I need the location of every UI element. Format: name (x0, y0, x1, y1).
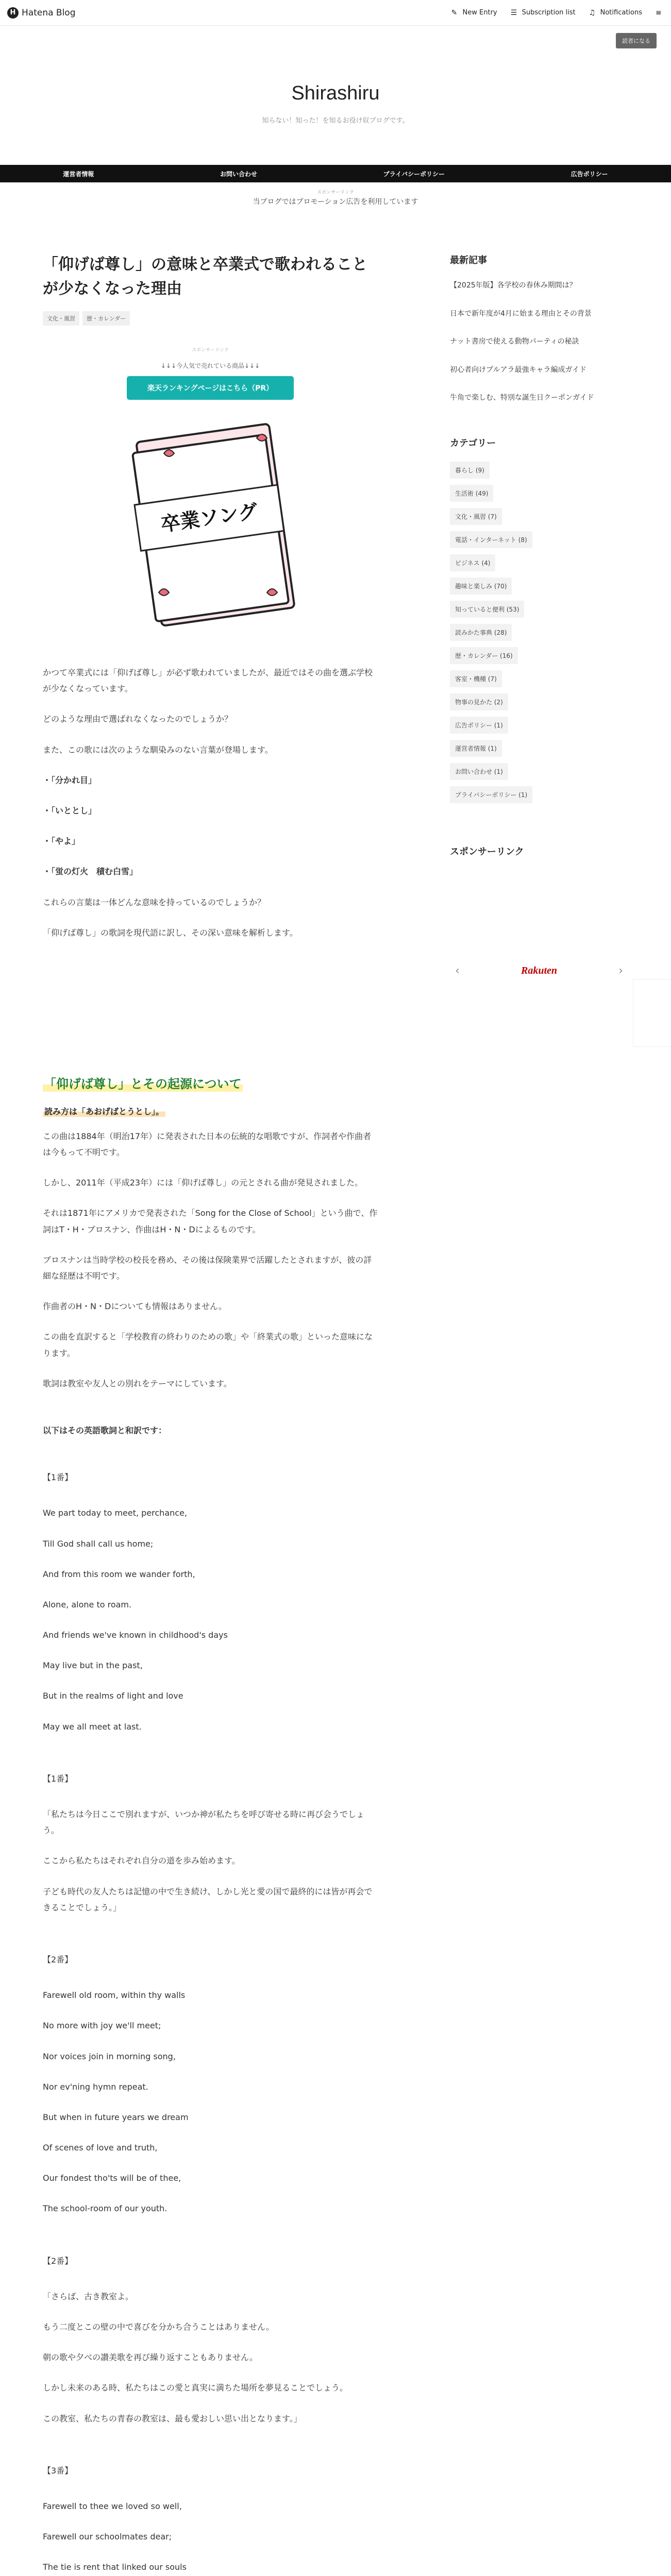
ranking-button[interactable]: 楽天ランキングページはこちら（PR） (127, 376, 294, 400)
brand-name: Hatena Blog (22, 7, 76, 18)
gnav-contact[interactable]: お問い合わせ (220, 170, 257, 178)
category-item[interactable]: ビジネス (4) (450, 554, 495, 571)
lyric-line: Our fondest tho'ts will be of thee, (43, 2173, 181, 2183)
article-body (43, 665, 378, 2576)
verse-label: 【2番】 (43, 2256, 73, 2266)
bell-icon: ♫ (589, 8, 596, 17)
category-item[interactable]: 物事の見かた (2) (450, 693, 508, 710)
translation-line: 「さらば、古き教室よ。 (43, 2291, 134, 2301)
new-entry-link[interactable] (451, 9, 497, 17)
top-nav (451, 9, 664, 17)
translation-line: 子ども時代の友人たちは記憶の中で生き続け、しかし光と愛の国で最終的には皆が再会できることでしょう。」 (43, 1886, 373, 1912)
lyric-line: But in the realms of light and love (43, 1691, 183, 1701)
rakuten-logo[interactable]: Rakuten (521, 965, 558, 977)
promo-notice (0, 182, 671, 207)
category-item[interactable]: 歴・カレンダー (16) (450, 647, 518, 664)
lyric-line: No more with joy we'll meet; (43, 2021, 161, 2031)
article-title[interactable]: 「仰げば尊し」の意味と卒業式で歌われることが少なくなった理由 (43, 256, 367, 298)
lyric-line: Till God shall call us home; (43, 1538, 154, 1549)
ad-label: スポンサーリンク (192, 348, 229, 353)
content-wrapper (43, 207, 628, 2576)
recent-item[interactable]: 【2025年版】各学校の春休み期間は？ (450, 281, 577, 290)
lyrics-intro: 以下はその英語歌詞と和訳です： (43, 1425, 167, 1435)
lyric-line: Farewell our schoolmates dear; (43, 2532, 172, 2542)
hatena-brand[interactable] (7, 7, 76, 19)
phrase-item: ・「やよ」 (43, 836, 80, 846)
recent-item[interactable]: ナット書房で使える動物パーティの秘訣 (450, 337, 579, 346)
recent-item[interactable]: 牛角で楽しむ、特別な誕生日クーポンガイド (450, 394, 594, 402)
notifications-label: Notifications (600, 9, 642, 16)
carousel-prev-icon[interactable]: ‹ (455, 964, 460, 978)
lyric-line: And friends we've known in childhood's days (43, 1630, 228, 1640)
intro-paragraph: また、この歌には次のような馴染みのない言葉が登場します。 (43, 744, 273, 755)
reading-heading: 読み方は「あおげばとうとし」。 (43, 1105, 165, 1117)
translation-line: 朝の歌や夕べの讃美歌を再び繰り返すこともありません。 (43, 2352, 258, 2363)
gnav-privacy[interactable]: プライバシーポリシー (383, 170, 445, 178)
recent-item[interactable]: 日本で新年度が4月に始まる理由とその背景 (450, 309, 592, 318)
blog-header (0, 26, 671, 165)
pencil-icon: ✎ (451, 8, 458, 17)
category-item[interactable]: 客室・機種 (7) (450, 670, 502, 687)
lyric-line: Nor ev'ning hymn repeat. (43, 2081, 148, 2092)
subscription-icon: ☰ (510, 8, 517, 17)
category-item[interactable]: 生活術 (49) (450, 485, 493, 502)
intro-paragraph: どのような理由で選ばれなくなったのでしょうか？ (43, 714, 233, 724)
history-paragraph: この曲を直訳すると「学校教育の終わりのための歌」や「終業式の歌」といった意味になります。 (43, 1332, 373, 1358)
category-item[interactable]: 運営者情報 (1) (450, 740, 502, 757)
lyric-line: Nor voices join in morning song, (43, 2051, 176, 2061)
verse-label: 【1番】 (43, 1773, 73, 1784)
translation-line: もう二度とこの壁の中で喜びを分かち合うことはありません。 (43, 2322, 274, 2332)
category-item[interactable]: 知っていると便利 (53) (450, 601, 524, 618)
tag-calendar[interactable]: 歴・カレンダー (82, 311, 130, 326)
translation-line: ここから私たちはそれぞれ自分の道を歩み始めます。 (43, 1856, 240, 1866)
global-nav (0, 165, 671, 182)
lyric-line: May live but in the past, (43, 1660, 143, 1671)
blog-title[interactable]: Shirashiru (291, 82, 380, 104)
translation-line: しかし未来のある時、私たちはこの愛と真実に満ちた場所を夢見ることでしょう。 (43, 2383, 348, 2393)
history-paragraph: それは1871年にアメリカで発表された「Song for the Close of School」という曲で、作詞はT・H・ブロスナン、作曲はH・N・Dによるものです。 (43, 1208, 378, 1234)
translation-line: 「私たちは今日ここで別れますが、いつか神が私たちを呼び寄せる時に再び会うでしょう。 (43, 1809, 365, 1836)
eyecatch-text: 卒業ソング (159, 500, 259, 536)
category-list (450, 462, 628, 803)
category-item[interactable]: 広告ポリシー (1) (450, 717, 508, 734)
phrase-item: ・「いととし」 (43, 805, 97, 816)
new-entry-label: New Entry (462, 9, 497, 16)
lyric-line: Alone, alone to roam. (43, 1599, 132, 1609)
sidebar (450, 253, 628, 2576)
article-tags (43, 311, 378, 326)
translation-line: この教室、私たちの青春の教室は、最も愛おしい思い出となります。」 (43, 2413, 302, 2424)
history-paragraph: 作曲者のH・N・Dについても情報はありません。 (43, 1301, 227, 1312)
tag-culture[interactable]: 文化・風習 (43, 311, 79, 326)
history-paragraph: ブロスナンは当時学校の校長を務め、その後は保険業界で活躍したとされますが、彼の詳細な経歴は不明です。 (43, 1255, 372, 1281)
verse-label: 【3番】 (43, 2465, 73, 2476)
eyecatch-image (102, 417, 318, 634)
history-paragraph: しかし、2011年（平成23年）には「仰げば尊し」の元とされる曲が発見されました。 (43, 1178, 363, 1188)
lyric-line: The tie is rent that linked our souls (43, 2562, 187, 2572)
lyric-line: Farewell old room, within thy walls (43, 1990, 186, 2001)
history-paragraph: この曲は1884年（明治17年）に発表された日本の伝統的な唱歌ですが、作詞者や作曲者は今もって不明です。 (43, 1131, 372, 1158)
category-item[interactable]: プライバシーポリシー (1) (450, 786, 532, 803)
subscription-label: Subscription list (522, 9, 576, 16)
subscription-link[interactable] (511, 9, 576, 17)
lyric-line: And from this room we wander forth, (43, 1569, 195, 1579)
category-item[interactable]: 電話・インターネット (8) (450, 531, 532, 548)
follow-button[interactable]: 読者になる (616, 33, 657, 48)
category-item[interactable]: 読みかた事典 (28) (450, 624, 512, 641)
recent-list (450, 279, 628, 405)
gnav-ad-policy[interactable]: 広告ポリシー (571, 170, 608, 178)
notifications-link[interactable] (589, 9, 642, 17)
category-item[interactable]: お問い合わせ (1) (450, 763, 508, 780)
verse-label: 【2番】 (43, 1954, 73, 1964)
category-item[interactable]: 趣味と楽しみ (70) (450, 578, 512, 595)
lyric-line: But when in future years we dream (43, 2112, 189, 2122)
article (43, 253, 378, 2576)
outro-paragraph: 「仰げば尊し」の歌詞を現代語に訳し、その深い意味を解析します。 (43, 927, 298, 938)
lyric-line: Farewell to thee we loved so well, (43, 2501, 182, 2511)
lyric-line: May we all meet at last. (43, 1721, 142, 1732)
phrase-item: ・「蛍の灯火 積む白雪」 (43, 867, 138, 877)
hatena-logo-icon: H (7, 7, 19, 19)
recent-item[interactable]: 初心者向けプルアラ最強キャラ編成ガイド (450, 365, 587, 374)
lyric-line: The school-room of our youth. (43, 2204, 167, 2214)
rakuten-ad-carousel[interactable] (450, 961, 628, 981)
carousel-next-icon[interactable]: › (618, 964, 623, 978)
ranking-line: ↓↓↓今人気で売れている商品↓↓↓ (160, 362, 260, 369)
category-item[interactable]: 文化・風習 (7) (450, 508, 502, 525)
verse-label: 【1番】 (43, 1472, 73, 1483)
sponsor-title: スポンサーリンク (450, 846, 524, 857)
categories-title: カテゴリー (450, 437, 496, 449)
promo-text: 当ブログではプロモーション広告を利用しています (253, 198, 418, 206)
history-paragraph: 歌詞は教室や友人との別れをテーマにしています。 (43, 1378, 232, 1388)
phrase-item: ・「分かれ目」 (43, 775, 97, 785)
intro-paragraph: かつて卒業式には「仰げば尊し」が必ず歌われていましたが、最近ではその曲を選ぶ学校が少なくなっています。 (43, 668, 373, 694)
section-heading: 「仰げば尊し」とその起源について (43, 1074, 243, 1092)
lyric-line: Of scenes of love and truth, (43, 2143, 158, 2153)
hamburger-icon: ≡ (656, 8, 662, 17)
top-bar (0, 0, 671, 26)
promo-small: スポンサーリンク (317, 190, 354, 195)
blog-description: 知らない！知った！を知るお役け収ブログです。 (262, 117, 409, 125)
lyric-line: We part today to meet, perchance, (43, 1508, 187, 1518)
floating-side-widget[interactable] (633, 979, 671, 1047)
category-item[interactable]: 暮らし (9) (450, 462, 490, 479)
outro-paragraph: これらの言葉は一体どんな意味を持っているのでしょうか？ (43, 897, 266, 907)
menu-button[interactable] (656, 9, 664, 17)
recent-title: 最新記事 (450, 255, 487, 266)
gnav-about[interactable]: 運営者情報 (63, 170, 94, 178)
